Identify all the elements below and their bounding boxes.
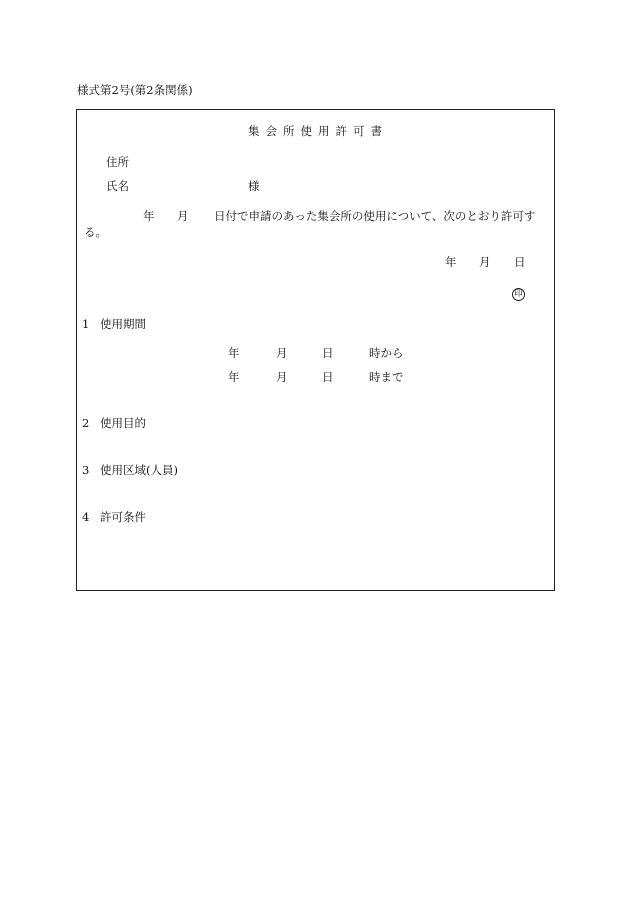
issue-day: 日: [514, 255, 526, 269]
document-title: 集会所使用許可書: [248, 124, 388, 138]
item-2-number: 2: [82, 416, 90, 430]
seal-mark: 印: [512, 288, 525, 301]
period-from-day: 日: [322, 346, 334, 360]
issue-month: 月: [479, 255, 491, 269]
name-label: 氏名: [106, 179, 129, 193]
item-3-number: 3: [82, 463, 90, 477]
item-1-label: 使用期間: [100, 317, 146, 331]
period-to-time: 時まで: [369, 370, 404, 384]
period-to-day: 日: [322, 370, 334, 384]
period-from-month: 月: [276, 346, 288, 360]
request-text-line1: 日付で申請のあった集会所の使用について、次のとおり許可す: [214, 209, 536, 223]
item-4-number: 4: [82, 510, 90, 524]
honorific: 様: [248, 179, 260, 193]
item-4-label: 許可条件: [100, 510, 146, 524]
item-1-number: 1: [82, 317, 90, 331]
form-number-label: 様式第2号(第2条関係): [77, 83, 193, 97]
period-from-time: 時から: [369, 346, 404, 360]
item-3-label: 使用区域(人員): [100, 463, 178, 477]
item-2-label: 使用目的: [100, 416, 146, 430]
request-month: 月: [177, 209, 189, 223]
request-text-line2: る。: [84, 225, 107, 239]
address-label: 住所: [106, 155, 129, 169]
permit-form-frame: [76, 109, 555, 591]
request-year: 年: [143, 209, 155, 223]
period-to-year: 年: [228, 370, 240, 384]
period-to-month: 月: [276, 370, 288, 384]
period-from-year: 年: [228, 346, 240, 360]
issue-year: 年: [445, 255, 457, 269]
